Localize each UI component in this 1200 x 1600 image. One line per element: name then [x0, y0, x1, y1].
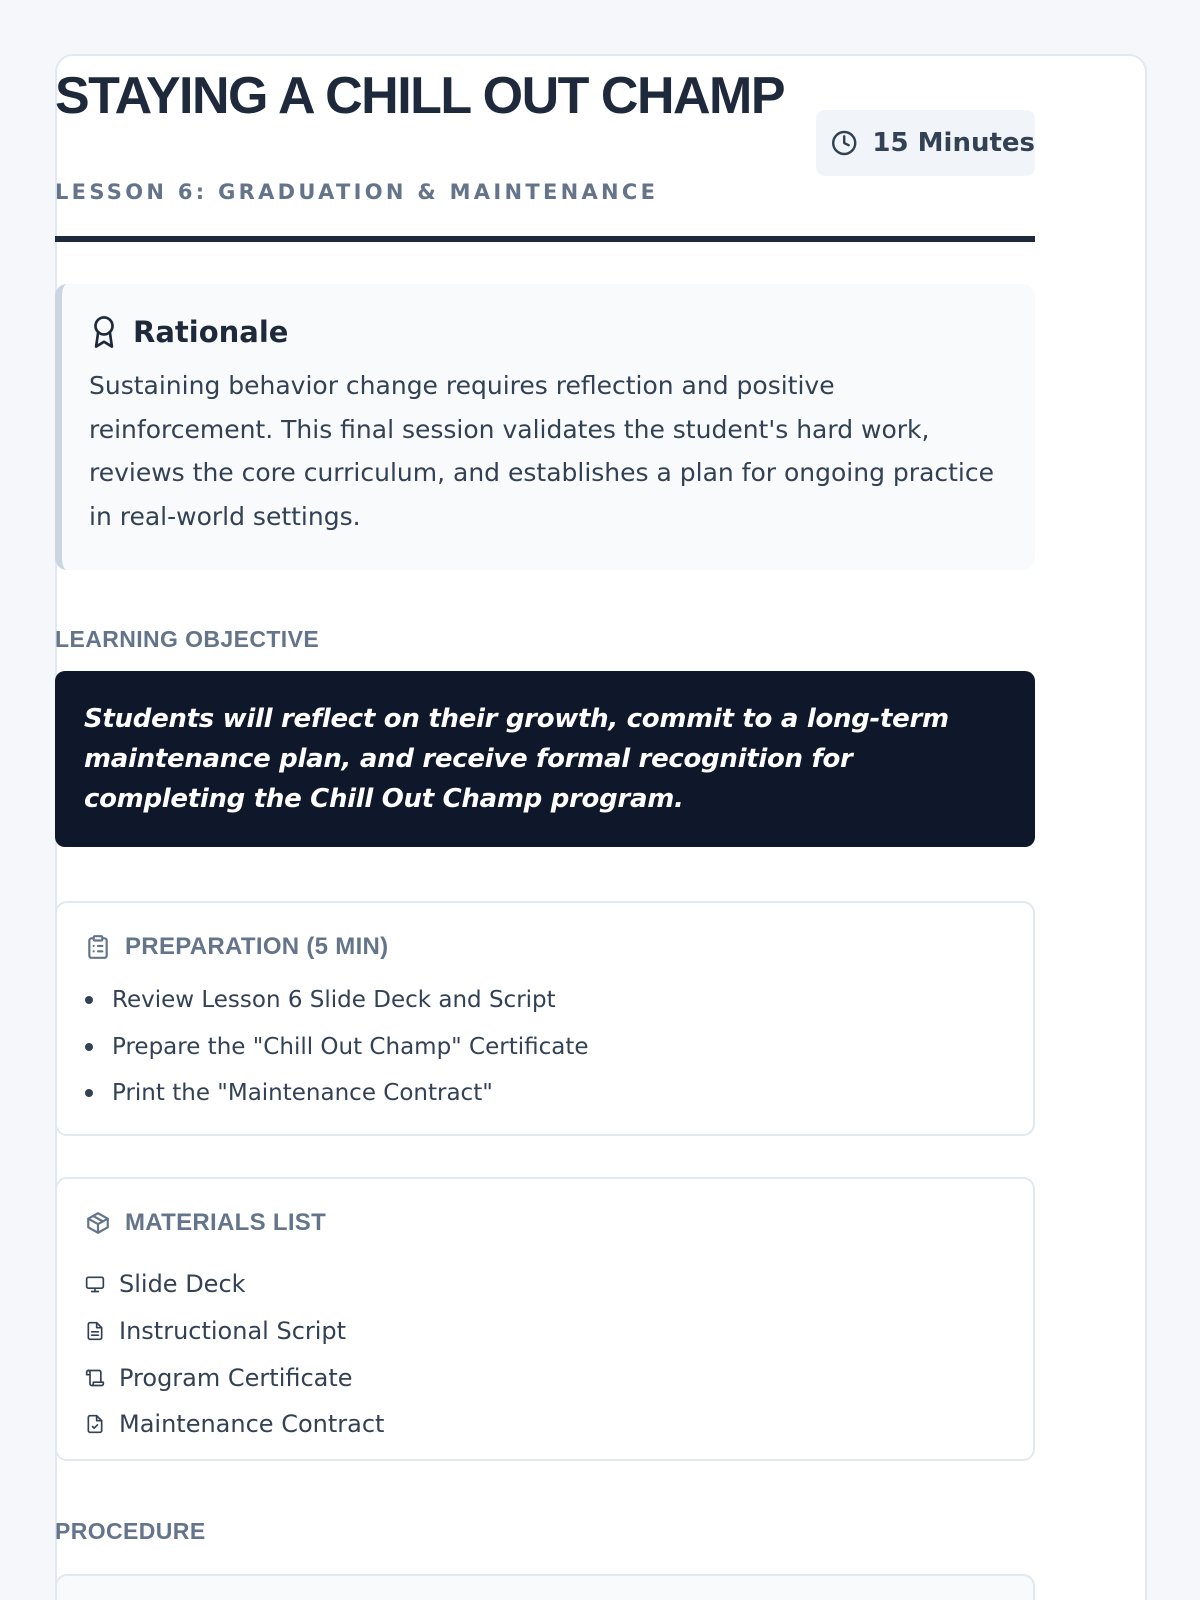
- procedure-label: PROCEDURE: [55, 1518, 206, 1544]
- material-item: [85, 1354, 1005, 1401]
- objective-text: Students will reflect on their growth, commit to a long-term maintenance plan, and receive formal recognition for completing the Chill Out Champ program.: [84, 704, 949, 814]
- preparation-panel: [55, 901, 1035, 1136]
- list-item: [85, 1078, 1005, 1125]
- bullet: [85, 1089, 93, 1097]
- materials-panel: [55, 1177, 1035, 1461]
- material-label: Slide Deck: [119, 1270, 246, 1299]
- material-item: [85, 1308, 1005, 1355]
- material-label: Instructional Script: [119, 1317, 347, 1346]
- rationale-body: Sustaining behavior change requires reflection and positive reinforcement. This final session validates the student's hard work, reviews the core curriculum, and establishes a plan for ongoing practice in real-world settings.: [89, 371, 995, 531]
- file-text-icon: [85, 1320, 105, 1342]
- header-divider: [55, 236, 1035, 242]
- list-item-text: Review Lesson 6 Slide Deck and Script: [112, 987, 556, 1013]
- materials-list: [85, 1261, 1005, 1448]
- learning-objective-label: LEARNING OBJECTIVE: [55, 626, 320, 652]
- scroll-icon: [85, 1367, 105, 1389]
- objective-panel: [55, 671, 1035, 847]
- procedure-panel: [55, 1574, 1035, 1600]
- file-check-icon: [85, 1413, 105, 1435]
- preparation-title: PREPARATION (5 MIN): [125, 933, 389, 960]
- material-label: Maintenance Contract: [119, 1410, 385, 1439]
- bullet: [85, 1043, 93, 1051]
- list-item: [85, 985, 1005, 1032]
- lesson-header: [55, 56, 1035, 246]
- list-item-text: Print the "Maintenance Contract": [112, 1080, 493, 1106]
- list-item: [85, 1032, 1005, 1079]
- clock-icon: [831, 127, 857, 159]
- package-icon: [85, 1210, 111, 1236]
- material-item: [85, 1261, 1005, 1308]
- clipboard-list-icon: [85, 934, 111, 960]
- preparation-list: [85, 985, 1005, 1125]
- duration-text: 15 Minutes: [872, 128, 1035, 158]
- materials-title: MATERIALS LIST: [125, 1209, 327, 1236]
- lesson-subtitle: LESSON 6: GRADUATION & MAINTENANCE: [55, 180, 659, 204]
- duration-badge: [816, 110, 1035, 176]
- page-title: STAYING A CHILL OUT CHAMP: [55, 67, 785, 125]
- rationale-title: Rationale: [133, 315, 289, 349]
- material-item: [85, 1401, 1005, 1448]
- award-ribbon-icon: [89, 315, 119, 349]
- material-label: Program Certificate: [119, 1363, 353, 1392]
- rationale-panel: [55, 284, 1035, 570]
- list-item-text: Prepare the "Chill Out Champ" Certificate: [112, 1033, 589, 1060]
- bullet: [85, 996, 93, 1004]
- monitor-icon: [85, 1273, 105, 1295]
